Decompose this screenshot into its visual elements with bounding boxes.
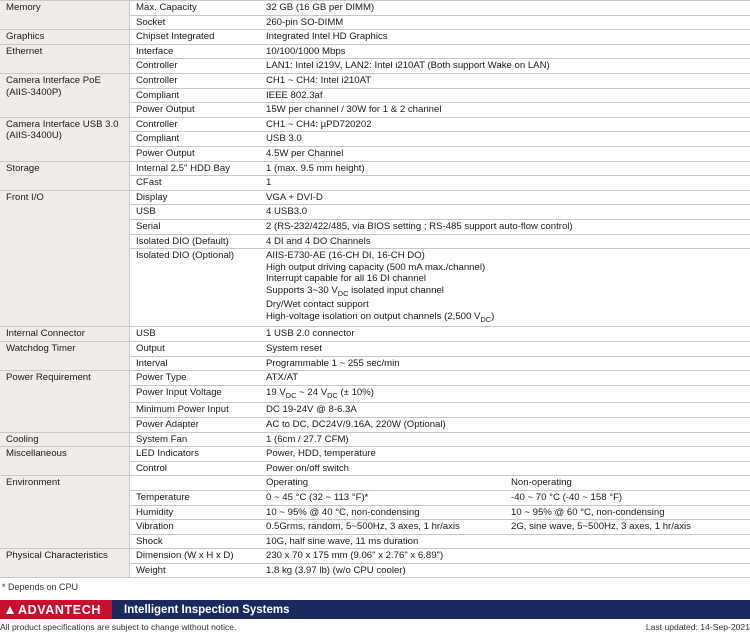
spec-category: Ethernet	[0, 44, 130, 73]
spec-value: 10 ~ 95% @ 40 °C, non-condensing	[260, 505, 505, 520]
spec-subitem: Controller	[130, 59, 261, 74]
advantech-logo	[0, 600, 112, 619]
spec-category: Power Requirement	[0, 371, 130, 432]
page-footer	[0, 619, 750, 632]
spec-value: 2 (RS-232/422/485, via BIOS setting ; RS-485 support auto-flow control)	[260, 219, 750, 234]
spec-subitem: Display	[130, 190, 261, 205]
spec-value: 1.8 kg (3.97 lb) (w/o CPU cooler)	[260, 563, 750, 578]
spec-value: 19 $V_{DC}$ ~ 24 $V_{DC}$ (± 10%)	[260, 385, 750, 403]
spec-value: DC 19-24V @ 8-6.3A	[260, 403, 750, 418]
table-row	[0, 342, 750, 357]
spec-value-secondary: 10 ~ 95% @ 60 °C, non-condensing	[505, 505, 750, 520]
spec-subitem: Chipset Integrated	[130, 30, 261, 45]
advantech-triangle-icon	[6, 605, 15, 614]
spec-category: Environment	[0, 476, 130, 549]
table-row	[0, 161, 750, 176]
spec-value: 4.5W per Channel	[260, 146, 750, 161]
spec-value: 1 USB 2.0 connector	[260, 327, 750, 342]
spec-category: Cooling	[0, 432, 130, 447]
spec-category: Graphics	[0, 30, 130, 45]
spec-subitem: Compliant	[130, 88, 261, 103]
spec-value: VGA + DVI-D	[260, 190, 750, 205]
advantech-logo-text: ADVANTECH	[18, 602, 101, 617]
table-row	[0, 432, 750, 447]
spec-category: Internal Connector	[0, 327, 130, 342]
spec-category: Miscellaneous	[0, 447, 130, 476]
spec-subitem: Interval	[130, 356, 261, 371]
spec-subitem: Isolated DIO (Optional)	[130, 249, 261, 327]
table-row	[0, 44, 750, 59]
table-row	[0, 476, 750, 491]
spec-subitem: Temperature	[130, 490, 261, 505]
footer-updated: Last updated: 14-Sep-2021	[645, 622, 750, 632]
band-tagline: Intelligent Inspection Systems	[112, 600, 750, 619]
spec-category: Watchdog Timer	[0, 342, 130, 371]
spec-subitem	[130, 476, 261, 491]
spec-value: 15W per channel / 30W for 1 & 2 channel	[260, 103, 750, 118]
spec-value-secondary: 2G, sine wave, 5~500Hz, 3 axes, 1 hr/axis	[505, 520, 750, 535]
footer-disclaimer: All product specifications are subject to change without notice.	[0, 622, 237, 632]
spec-value: IEEE 802.3af	[260, 88, 750, 103]
spec-value: Programmable 1 ~ 255 sec/min	[260, 356, 750, 371]
spec-subitem: Power Output	[130, 103, 261, 118]
spec-value: 10/100/1000 Mbps	[260, 44, 750, 59]
table-row	[0, 1, 750, 16]
spec-subitem: Power Output	[130, 146, 261, 161]
spec-value: Power on/off switch	[260, 461, 750, 476]
brand-band	[0, 600, 750, 619]
spec-subitem: Power Type	[130, 371, 261, 386]
spec-value: 1 (max. 9.5 mm height)	[260, 161, 750, 176]
spec-value: AIIS-E730-AE (16-CH DI, 16-CH DO) High output driving capacity (500 mA max./channel) Interrupt capable for all 16 DI channel Supports 3~30 $V_{DC}$ isolated input channel Dry/Wet contact support High-voltage isolation on output channels (2,500 $V_{DC}$)	[260, 249, 750, 327]
table-row	[0, 327, 750, 342]
spec-subitem: Humidity	[130, 505, 261, 520]
spec-subitem: System Fan	[130, 432, 261, 447]
spec-subitem: CFast	[130, 176, 261, 191]
spec-value: 32 GB (16 GB per DIMM)	[260, 1, 750, 16]
spec-category: Camera Interface USB 3.0 (AIIS-3400U)	[0, 117, 130, 161]
spec-value: USB 3.0	[260, 132, 750, 147]
table-row	[0, 549, 750, 564]
spec-value: Integrated Intel HD Graphics	[260, 30, 750, 45]
spec-value: System reset	[260, 342, 750, 357]
spec-value: 0 ~ 45 °C (32 ~ 113 °F)*	[260, 490, 505, 505]
spec-value: 260-pin SO-DIMM	[260, 15, 750, 30]
spec-subitem: Power Input Voltage	[130, 385, 261, 403]
footnote: * Depends on CPU	[2, 582, 79, 593]
spec-value: LAN1: Intel i219V, LAN2: Intel i210AT (Both support Wake on LAN)	[260, 59, 750, 74]
spec-subitem: Compliant	[130, 132, 261, 147]
spec-category: Storage	[0, 161, 130, 190]
spec-value: 230 x 70 x 175 mm (9.06" x 2.76" x 6.89")	[260, 549, 750, 564]
table-row	[0, 371, 750, 386]
spec-value: CH1 ~ CH4: Intel i210AT	[260, 73, 750, 88]
spec-subitem: Interface	[130, 44, 261, 59]
spec-subitem: Controller	[130, 117, 261, 132]
spec-value-secondary: -40 ~ 70 °C (-40 ~ 158 °F)	[505, 490, 750, 505]
table-row	[0, 30, 750, 45]
spec-subitem: LED Indicators	[130, 447, 261, 462]
spec-subitem: Socket	[130, 15, 261, 30]
spec-subitem: Output	[130, 342, 261, 357]
spec-subitem: Power Adapter	[130, 417, 261, 432]
spec-value: 1 (6cm / 27.7 CFM)	[260, 432, 750, 447]
spec-value: AC to DC, DC24V/9.16A, 220W (Optional)	[260, 417, 750, 432]
table-row	[0, 73, 750, 88]
spec-subitem: Minimum Power Input	[130, 403, 261, 418]
spec-subitem: Weight	[130, 563, 261, 578]
spec-value: 0.5Grms, random, 5~500Hz, 3 axes, 1 hr/axis	[260, 520, 505, 535]
spec-value: 4 USB3.0	[260, 205, 750, 220]
spec-value: 4 DI and 4 DO Channels	[260, 234, 750, 249]
spec-category: Camera Interface PoE (AIIS-3400P)	[0, 73, 130, 117]
spec-category: Memory	[0, 1, 130, 30]
spec-subitem: Serial	[130, 219, 261, 234]
spec-subitem: Max. Capacity	[130, 1, 261, 16]
spec-subitem: Dimension (W x H x D)	[130, 549, 261, 564]
spec-value: 10G, half sine wave, 11 ms duration	[260, 534, 505, 549]
spec-value: 1	[260, 176, 750, 191]
spec-value: CH1 ~ CH4: µPD720202	[260, 117, 750, 132]
spec-subitem: USB	[130, 205, 261, 220]
spec-subitem: Control	[130, 461, 261, 476]
spec-category: Physical Characteristics	[0, 549, 130, 578]
environment-nonoperating-header: Non-operating	[505, 476, 750, 491]
spec-subitem: Shock	[130, 534, 261, 549]
spec-subitem: Vibration	[130, 520, 261, 535]
spec-value: Power, HDD, temperature	[260, 447, 750, 462]
environment-operating-header: Operating	[260, 476, 505, 491]
spec-subitem: USB	[130, 327, 261, 342]
spec-subitem: Isolated DIO (Default)	[130, 234, 261, 249]
table-row	[0, 447, 750, 462]
spec-category: Front I/O	[0, 190, 130, 327]
spec-subitem: Controller	[130, 73, 261, 88]
spec-value: ATX/AT	[260, 371, 750, 386]
table-row	[0, 117, 750, 132]
table-row	[0, 190, 750, 205]
spec-value-secondary	[505, 534, 750, 549]
spec-subitem: Internal 2.5" HDD Bay	[130, 161, 261, 176]
